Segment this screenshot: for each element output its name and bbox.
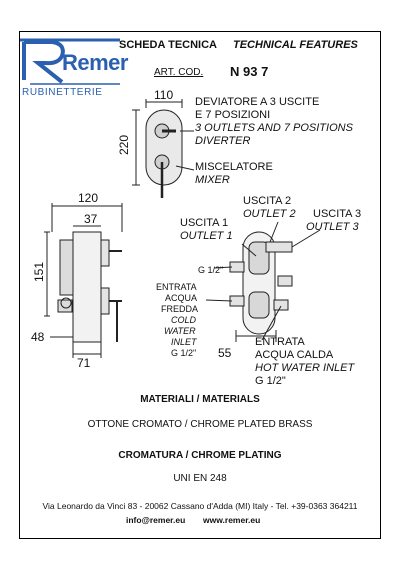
cold-1: ENTRATA [156,282,197,292]
cold-2: ACQUA [165,293,198,303]
art-label: ART. COD. [154,67,204,78]
cold-5: WATER [164,326,196,336]
footer-email[interactable]: info@remer.eu [126,515,186,525]
dim-37: 37 [84,212,98,226]
outlet1-en: OUTLET 1 [180,230,233,242]
outlet3-it: USCITA 3 [313,208,362,220]
hot-3: HOT WATER INLET [255,362,355,374]
materials-text: OTTONE CROMATO / CHROME PLATED BRASS [87,419,313,430]
cold-6: INLET [171,337,197,347]
outlet2-en: OUTLET 2 [243,208,296,220]
outlet3-en: OUTLET 3 [306,221,359,233]
front-view [132,99,194,198]
brand-sub: RUBINETTERIE [22,87,103,98]
mixer-en: MIXER [195,174,230,186]
diverter-it-1: DEVIATORE A 3 USCITE [195,96,320,108]
diverter-en-1: 3 OUTLETS AND 7 POSITIONS [195,122,353,134]
hot-4: G 1/2" [255,375,286,387]
dim-71: 71 [77,356,91,370]
mixer-it: MISCELATORE [195,161,273,173]
dim-151: 151 [32,261,47,283]
cold-4: COLD [171,315,197,325]
dim-48: 48 [31,330,45,344]
dim-55: 55 [218,346,232,360]
g-top: G 1/2" [198,265,224,275]
cold-3: FREDDA [161,304,199,314]
hot-2: ACQUA CALDA [255,349,334,361]
plating-text: UNI EN 248 [173,473,227,484]
footer-address: Via Leonardo da Vinci 83 - 20062 Cassano d'Adda (MI) Italy - Tel. +39-0363 364211 [42,501,358,511]
diverter-en-2: DIVERTER [195,135,251,147]
dim-120: 120 [78,191,99,205]
diverter-it-2: E 7 POSIZIONI [195,109,271,121]
footer-web[interactable]: www.remer.eu [203,515,261,525]
title-it: SCHEDA TECNICA [119,39,217,51]
title-en: TECHNICAL FEATURES [233,39,358,51]
outlet2-it: USCITA 2 [243,195,292,207]
hot-1: ENTRATA [255,336,305,348]
dim-220: 220 [117,134,132,156]
outlet1-it: USCITA 1 [180,217,229,229]
materials-heading: MATERIALI / MATERIALS [140,394,260,405]
dim-110: 110 [154,88,174,102]
side-view [44,203,122,358]
cold-7: G 1/2" [171,348,197,358]
art-code: N 93 7 [230,64,269,79]
plating-heading: CROMATURA / CHROME PLATING [118,450,282,461]
brand-name: Remer [62,50,128,75]
